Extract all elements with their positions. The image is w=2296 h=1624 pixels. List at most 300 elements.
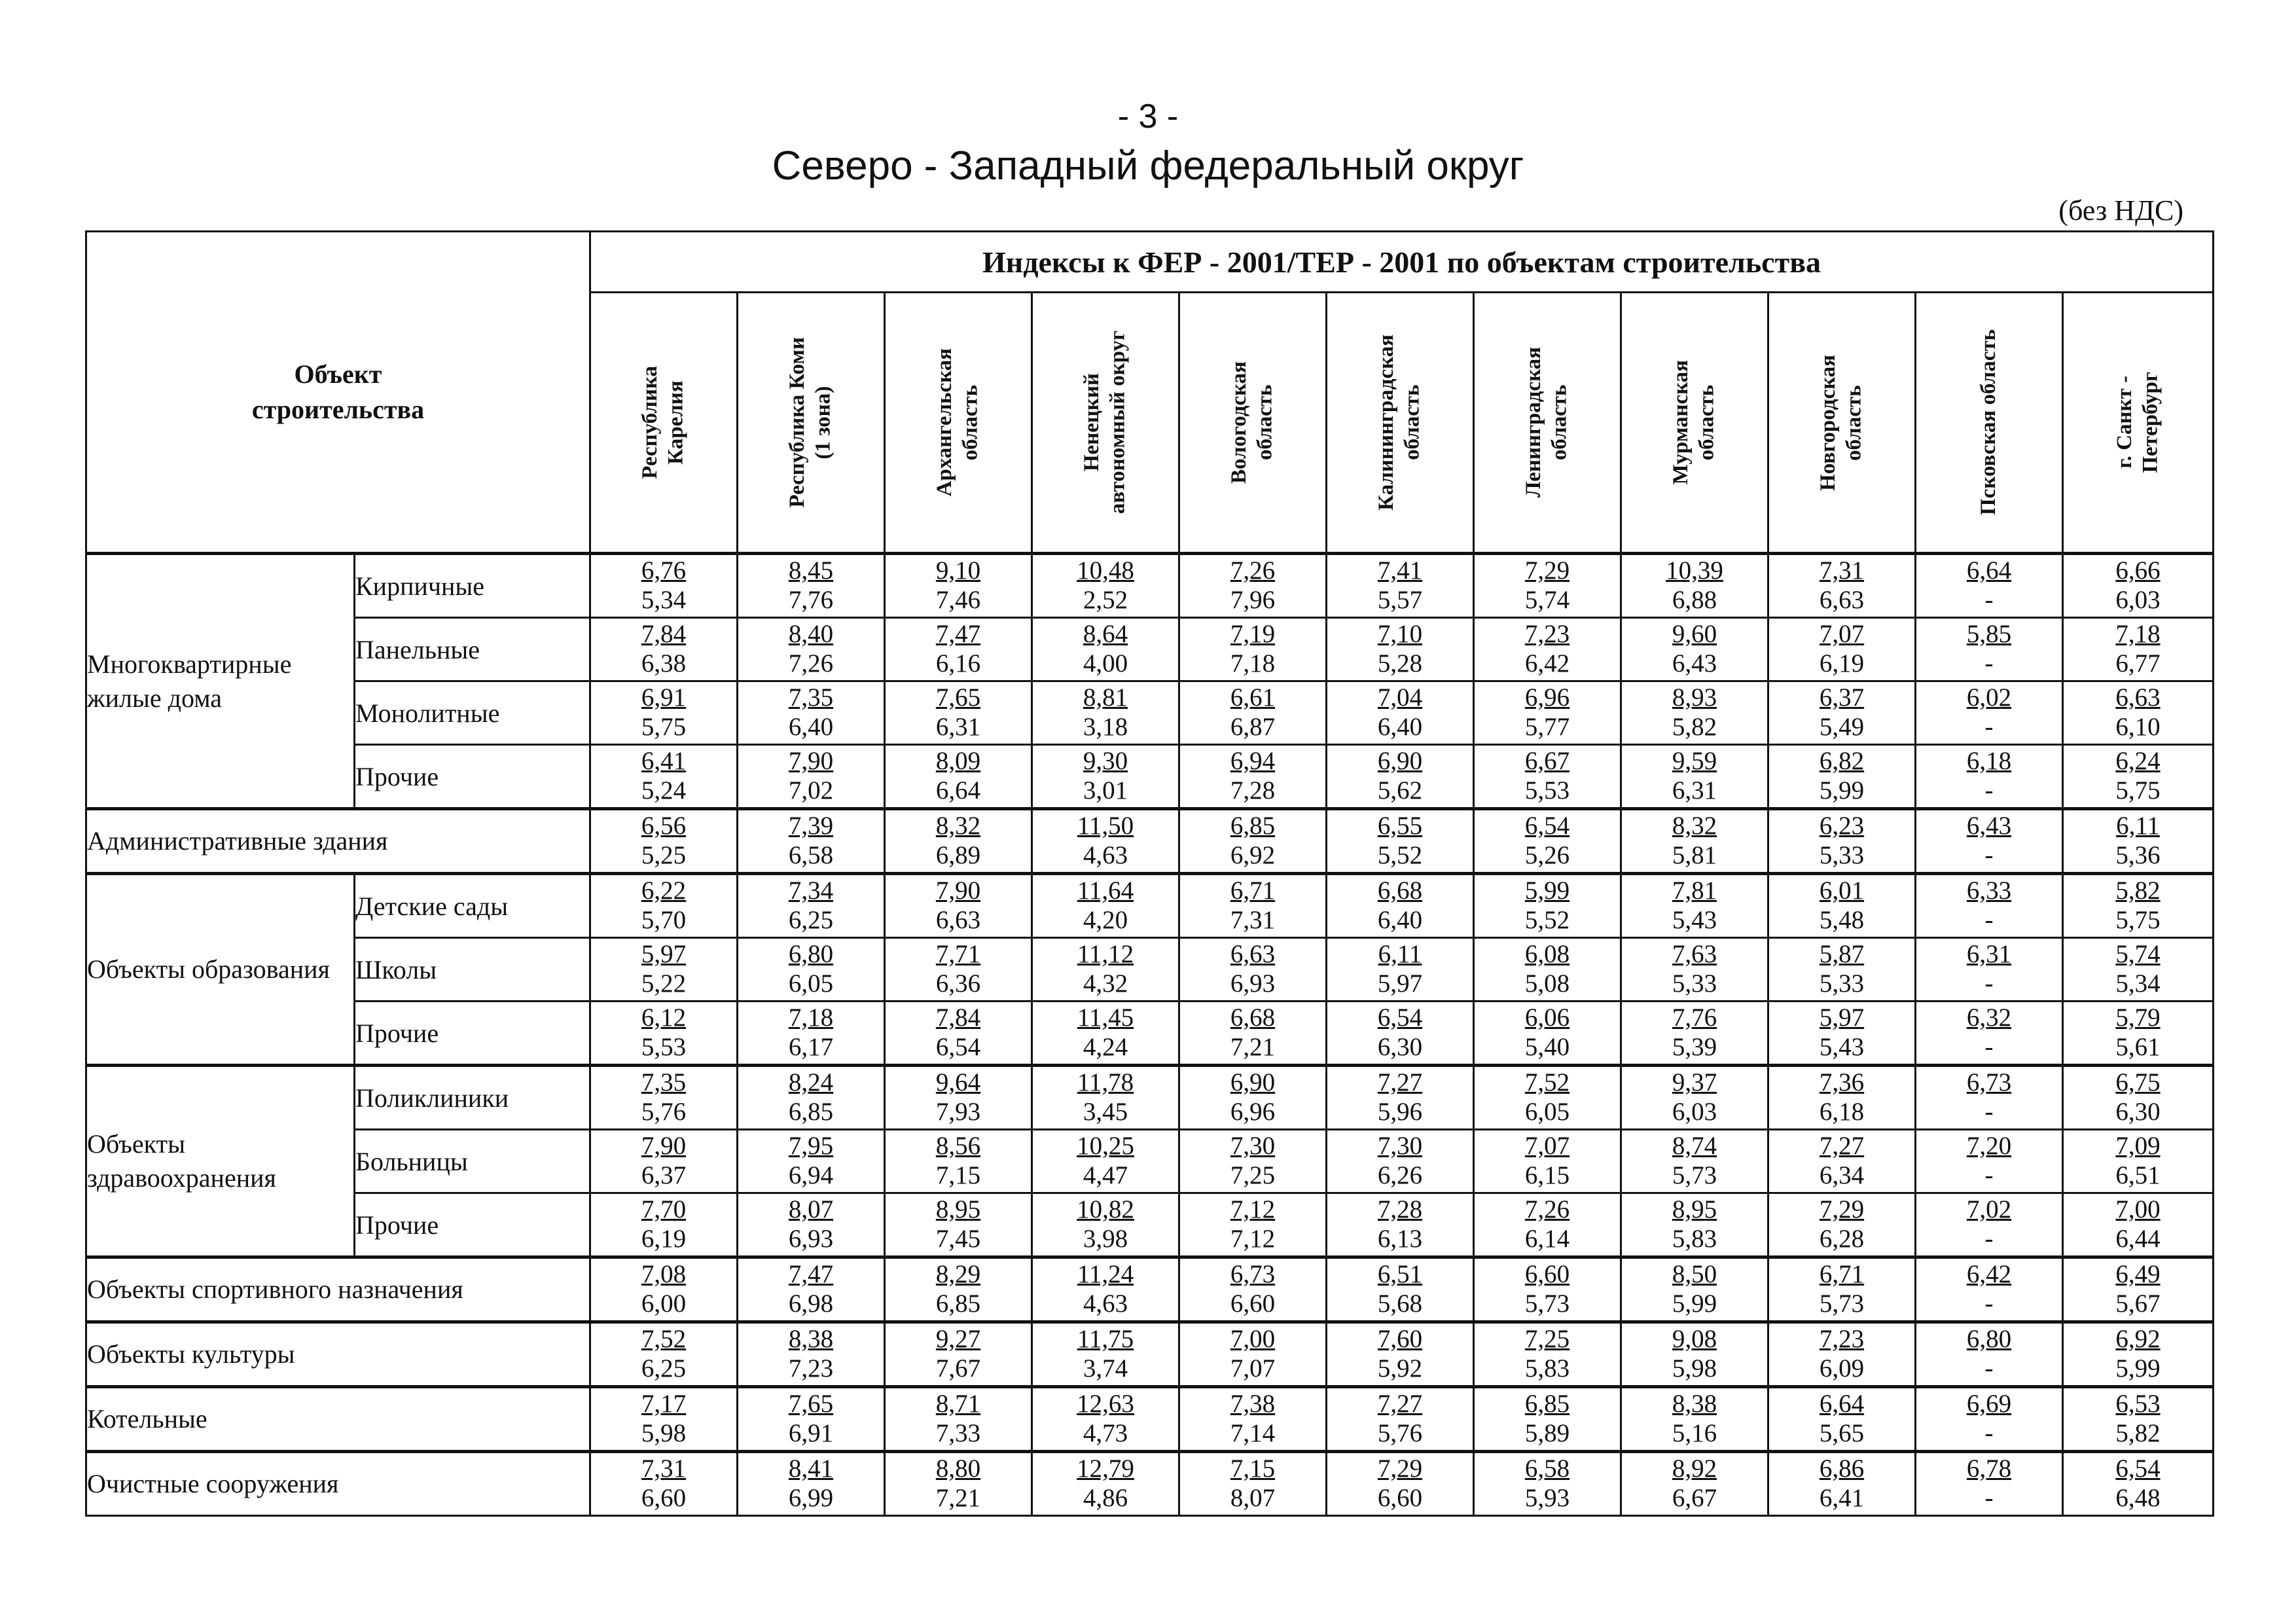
index-cell (738, 938, 885, 1001)
table-row (86, 1257, 2214, 1322)
index-ter-value: 5,73 (1819, 1290, 1865, 1318)
index-fer-value: 7,38 (1230, 1390, 1276, 1418)
index-cell (1621, 1001, 1768, 1066)
index-ter-value: 5,83 (1524, 1354, 1570, 1382)
index-ter-value: 6,13 (1377, 1225, 1423, 1253)
index-fer-value: 7,31 (1819, 556, 1865, 585)
index-fer-value: 6,54 (2115, 1454, 2161, 1483)
index-fer-value: 7,52 (1524, 1068, 1570, 1097)
index-ter-value: 6,10 (2115, 713, 2161, 741)
index-cell (1768, 681, 1916, 745)
index-fer-value: 8,41 (788, 1454, 834, 1483)
index-cell (1768, 618, 1916, 681)
index-fer-value: 8,50 (1672, 1260, 1717, 1289)
index-fer-value: 8,38 (1672, 1390, 1717, 1418)
index-ter-value: - (1984, 586, 1994, 614)
index-fer-value: 6,68 (1377, 876, 1423, 905)
index-fer-value: 11,50 (1077, 812, 1134, 840)
index-cell (1474, 745, 1621, 809)
index-fer-value: 11,24 (1077, 1260, 1134, 1289)
index-ter-value: 5,26 (1524, 841, 1570, 869)
region-header (1621, 293, 1768, 554)
subcategory-label: Школы (355, 938, 590, 1001)
index-cell (1327, 809, 1474, 874)
index-cell (1474, 1387, 1621, 1452)
index-fer-value: 6,41 (641, 747, 687, 776)
table-row (86, 809, 2214, 874)
index-ter-value: 7,21 (1230, 1033, 1276, 1061)
index-cell (1327, 938, 1474, 1001)
index-cell (2063, 1387, 2214, 1452)
indices-header: Индексы к ФЕР - 2001/ТЕР - 2001 по объектам строительства (590, 232, 2214, 293)
index-ter-value: 3,98 (1083, 1225, 1128, 1253)
index-cell (1179, 681, 1327, 745)
index-fer-value: 7,35 (788, 683, 834, 712)
index-fer-value: 6,82 (1819, 747, 1865, 776)
region-label: Ленинградская область (1522, 347, 1571, 498)
index-cell (738, 1452, 885, 1516)
index-cell (1327, 1322, 1474, 1387)
index-fer-value: 7,47 (788, 1260, 834, 1289)
index-ter-value: 7,33 (935, 1419, 981, 1447)
index-cell (590, 809, 738, 874)
index-ter-value: 7,23 (788, 1354, 834, 1382)
index-ter-value: 6,14 (1524, 1225, 1570, 1253)
table-row (86, 618, 2214, 681)
category-label: Объекты образования (86, 874, 355, 1066)
index-fer-value: 7,12 (1230, 1195, 1276, 1224)
index-fer-value: 6,24 (2115, 747, 2161, 776)
index-cell (1474, 618, 1621, 681)
index-cell (590, 1066, 738, 1130)
index-cell (2063, 1193, 2214, 1257)
index-cell (885, 809, 1032, 874)
index-fer-value: 7,90 (788, 747, 834, 776)
index-ter-value: 5,61 (2115, 1033, 2161, 1061)
index-fer-value: 8,80 (935, 1454, 981, 1483)
index-ter-value: 5,28 (1377, 649, 1423, 677)
category-label: Многоквартирные жилые дома (86, 554, 355, 809)
index-ter-value: 6,09 (1819, 1354, 1865, 1382)
index-ter-value: 6,41 (1819, 1484, 1865, 1512)
index-ter-value: 5,53 (1524, 776, 1570, 804)
category-label: Объекты культуры (86, 1322, 590, 1387)
table-row (86, 681, 2214, 745)
index-ter-value: 6,36 (935, 969, 981, 998)
index-cell (1916, 1257, 2063, 1322)
index-cell (738, 1066, 885, 1130)
index-fer-value: 7,23 (1819, 1325, 1865, 1354)
index-cell (1916, 809, 2063, 874)
region-header (1916, 293, 2063, 554)
index-cell (885, 554, 1032, 618)
object-column-header (86, 232, 590, 554)
index-fer-value: 8,07 (788, 1195, 834, 1224)
index-cell (2063, 938, 2214, 1001)
index-cell (1621, 1130, 1768, 1193)
index-fer-value: 5,97 (1819, 1003, 1865, 1032)
index-fer-value: 6,23 (1819, 812, 1865, 840)
index-fer-value: 5,74 (2115, 940, 2161, 969)
index-ter-value: - (1984, 1098, 1994, 1126)
index-ter-value: 6,60 (1230, 1290, 1276, 1318)
index-fer-value: 7,26 (1524, 1195, 1570, 1224)
index-ter-value: 7,96 (1230, 586, 1276, 614)
index-ter-value: 5,52 (1524, 906, 1570, 934)
index-ter-value: 6,48 (2115, 1484, 2161, 1512)
index-fer-value: 7,71 (935, 940, 981, 969)
index-cell (885, 618, 1032, 681)
index-cell (1032, 618, 1179, 681)
index-cell (1327, 745, 1474, 809)
index-fer-value: 7,09 (2115, 1132, 2161, 1161)
index-ter-value: 7,26 (788, 649, 834, 677)
region-label: Мурманская область (1669, 360, 1719, 485)
index-cell (1474, 1066, 1621, 1130)
region-header (1327, 293, 1474, 554)
index-cell (1916, 1322, 2063, 1387)
index-cell (1621, 1322, 1768, 1387)
index-cell (1621, 809, 1768, 874)
index-ter-value: 5,52 (1377, 841, 1423, 869)
index-cell (1474, 938, 1621, 1001)
index-ter-value: 5,82 (2115, 1419, 2161, 1447)
region-header (1179, 293, 1327, 554)
index-cell (1768, 809, 1916, 874)
index-ter-value: - (1984, 1419, 1994, 1447)
index-cell (1032, 938, 1179, 1001)
index-cell (738, 809, 885, 874)
index-fer-value: 7,60 (1377, 1325, 1423, 1354)
index-fer-value: 9,27 (935, 1325, 981, 1354)
index-cell (590, 1257, 738, 1322)
index-fer-value: 6,91 (641, 683, 687, 712)
table-body (86, 554, 2214, 1516)
index-ter-value: - (1984, 841, 1994, 869)
index-fer-value: 10,48 (1077, 556, 1134, 585)
index-cell (1327, 1001, 1474, 1066)
index-fer-value: 9,08 (1672, 1325, 1717, 1354)
subcategory-label: Кирпичные (355, 554, 590, 618)
index-cell (590, 874, 738, 938)
index-cell (1916, 874, 2063, 938)
index-cell (590, 1322, 738, 1387)
index-fer-value: 5,82 (2115, 876, 2161, 905)
index-ter-value: 5,22 (641, 969, 687, 998)
index-ter-value: 6,58 (788, 841, 834, 869)
index-fer-value: 8,92 (1672, 1454, 1717, 1483)
index-ter-value: 5,53 (641, 1033, 687, 1061)
index-ter-value: 6,03 (2115, 586, 2161, 614)
index-ter-value: 6,88 (1672, 586, 1717, 614)
index-cell (738, 1001, 885, 1066)
index-fer-value: 7,47 (935, 620, 981, 649)
index-fer-value: 7,39 (788, 812, 834, 840)
table-row (86, 874, 2214, 938)
index-cell (1768, 938, 1916, 1001)
table-row (86, 745, 2214, 809)
index-fer-value: 10,39 (1666, 556, 1723, 585)
index-ter-value: 6,44 (2115, 1225, 2161, 1253)
index-cell (885, 1257, 1032, 1322)
index-ter-value: 6,25 (788, 906, 834, 934)
index-ter-value: 6,93 (788, 1225, 834, 1253)
index-fer-value: 11,64 (1077, 876, 1134, 905)
index-fer-value: 6,49 (2115, 1260, 2161, 1289)
index-fer-value: 7,19 (1230, 620, 1276, 649)
index-ter-value: - (1984, 969, 1994, 998)
index-ter-value: - (1984, 906, 1994, 934)
index-ter-value: 6,28 (1819, 1225, 1865, 1253)
index-cell (1474, 1452, 1621, 1516)
index-cell (1327, 1193, 1474, 1257)
index-fer-value: 6,80 (1966, 1325, 2012, 1354)
index-fer-value: 7,07 (1524, 1132, 1570, 1161)
index-cell (2063, 809, 2214, 874)
index-fer-value: 6,73 (1966, 1068, 2012, 1097)
index-fer-value: 6,71 (1819, 1260, 1865, 1289)
index-fer-value: 7,27 (1377, 1068, 1423, 1097)
index-cell (1179, 1130, 1327, 1193)
index-fer-value: 6,56 (641, 812, 687, 840)
index-ter-value: 6,19 (1819, 649, 1865, 677)
index-ter-value: 2,52 (1083, 586, 1128, 614)
index-ter-value: 7,31 (1230, 906, 1276, 934)
index-cell (1474, 1322, 1621, 1387)
index-cell (590, 1130, 738, 1193)
index-ter-value: 5,33 (1819, 841, 1865, 869)
index-ter-value: 6,17 (788, 1033, 834, 1061)
index-ter-value: 6,30 (2115, 1098, 2161, 1126)
index-fer-value: 9,10 (935, 556, 981, 585)
index-ter-value: - (1984, 1033, 1994, 1061)
region-label: Ненецкий автономный округ (1080, 331, 1130, 514)
index-cell (590, 618, 738, 681)
index-ter-value: 6,93 (1230, 969, 1276, 998)
index-ter-value: 5,40 (1524, 1033, 1570, 1061)
index-ter-value: 5,76 (641, 1098, 687, 1126)
index-ter-value: 6,96 (1230, 1098, 1276, 1126)
index-ter-value: 5,97 (1377, 969, 1423, 998)
index-ter-value: - (1984, 1484, 1994, 1512)
index-cell (2063, 1257, 2214, 1322)
index-fer-value: 6,96 (1524, 683, 1570, 712)
index-ter-value: - (1984, 776, 1994, 804)
index-ter-value: 6,91 (788, 1419, 834, 1447)
region-header (885, 293, 1032, 554)
index-fer-value: 12,79 (1077, 1454, 1134, 1483)
index-ter-value: 7,67 (935, 1354, 981, 1382)
index-fer-value: 9,59 (1672, 747, 1717, 776)
index-fer-value: 10,82 (1077, 1195, 1134, 1224)
table-row (86, 1066, 2214, 1130)
index-cell (1621, 1066, 1768, 1130)
index-cell (1032, 1387, 1179, 1452)
index-fer-value: 9,64 (935, 1068, 981, 1097)
index-fer-value: 9,37 (1672, 1068, 1717, 1097)
index-cell (1768, 1257, 1916, 1322)
index-cell (1179, 1066, 1327, 1130)
index-ter-value: 5,73 (1524, 1290, 1570, 1318)
index-cell (2063, 1130, 2214, 1193)
index-ter-value: 6,19 (641, 1225, 687, 1253)
index-fer-value: 6,76 (641, 556, 687, 585)
index-fer-value: 7,04 (1377, 683, 1423, 712)
index-ter-value: 6,60 (1377, 1484, 1423, 1512)
index-ter-value: 4,63 (1083, 841, 1128, 869)
index-fer-value: 7,95 (788, 1132, 834, 1161)
vat-note: (без НДС) (2058, 194, 2183, 226)
index-ter-value: 5,75 (2115, 776, 2161, 804)
index-fer-value: 7,29 (1819, 1195, 1865, 1224)
index-fer-value: 6,54 (1377, 1003, 1423, 1032)
index-ter-value: 5,98 (1672, 1354, 1717, 1382)
index-fer-value: 7,27 (1377, 1390, 1423, 1418)
index-fer-value: 6,01 (1819, 876, 1865, 905)
index-cell (1327, 1130, 1474, 1193)
index-fer-value: 8,38 (788, 1325, 834, 1354)
index-cell (1032, 554, 1179, 618)
index-ter-value: 5,43 (1672, 906, 1717, 934)
index-cell (1768, 554, 1916, 618)
index-fer-value: 6,32 (1966, 1003, 2012, 1032)
index-fer-value: 7,63 (1672, 940, 1717, 969)
subcategory-label: Панельные (355, 618, 590, 681)
subcategory-label: Прочие (355, 1193, 590, 1257)
index-cell (885, 1452, 1032, 1516)
index-fer-value: 11,12 (1077, 940, 1134, 969)
index-fer-value: 7,18 (2115, 620, 2161, 649)
index-fer-value: 6,67 (1524, 747, 1570, 776)
index-fer-value: 6,42 (1966, 1260, 2012, 1289)
index-fer-value: 8,71 (935, 1390, 981, 1418)
index-ter-value: 6,42 (1524, 649, 1570, 677)
index-ter-value: 5,89 (1524, 1419, 1570, 1447)
index-fer-value: 7,36 (1819, 1068, 1865, 1097)
index-cell (1474, 554, 1621, 618)
table-header (86, 232, 2214, 554)
index-fer-value: 7,00 (1230, 1325, 1276, 1354)
index-ter-value: 5,70 (641, 906, 687, 934)
index-ter-value: 6,37 (641, 1161, 687, 1189)
index-ter-value: 5,67 (2115, 1290, 2161, 1318)
table-row (86, 554, 2214, 618)
index-ter-value: 6,92 (1230, 841, 1276, 869)
index-cell (1179, 809, 1327, 874)
index-table (85, 230, 2214, 1517)
index-cell (1916, 1387, 2063, 1452)
region-header (590, 293, 738, 554)
index-fer-value: 6,80 (788, 940, 834, 969)
index-cell (1916, 554, 2063, 618)
index-ter-value: 6,89 (935, 841, 981, 869)
index-ter-value: 8,07 (1230, 1484, 1276, 1512)
index-cell (1327, 1452, 1474, 1516)
index-ter-value: 6,05 (1524, 1098, 1570, 1126)
index-cell (1032, 745, 1179, 809)
index-fer-value: 7,34 (788, 876, 834, 905)
index-cell (1621, 745, 1768, 809)
index-fer-value: 7,23 (1524, 620, 1570, 649)
index-ter-value: 7,45 (935, 1225, 981, 1253)
index-cell (1032, 1452, 1179, 1516)
index-fer-value: 7,26 (1230, 556, 1276, 585)
index-cell (2063, 1066, 2214, 1130)
index-fer-value: 6,22 (641, 876, 687, 905)
index-cell (1474, 874, 1621, 938)
index-cell (1179, 1452, 1327, 1516)
index-fer-value: 7,90 (935, 876, 981, 905)
index-cell (1621, 1193, 1768, 1257)
index-cell (1621, 1387, 1768, 1452)
index-ter-value: 5,48 (1819, 906, 1865, 934)
index-cell (1768, 1193, 1916, 1257)
index-ter-value: 5,62 (1377, 776, 1423, 804)
index-fer-value: 7,07 (1819, 620, 1865, 649)
index-fer-value: 6,78 (1966, 1454, 2012, 1483)
index-ter-value: 6,43 (1672, 649, 1717, 677)
index-cell (885, 1387, 1032, 1452)
index-cell (1327, 554, 1474, 618)
index-cell (738, 874, 885, 938)
index-ter-value: 3,01 (1083, 776, 1128, 804)
index-cell (590, 745, 738, 809)
index-cell (1621, 938, 1768, 1001)
index-cell (1621, 1257, 1768, 1322)
index-ter-value: 6,40 (1377, 906, 1423, 934)
index-ter-value: 6,85 (788, 1098, 834, 1126)
index-ter-value: 5,36 (2115, 841, 2161, 869)
index-fer-value: 6,55 (1377, 812, 1423, 840)
index-ter-value: 4,73 (1083, 1419, 1128, 1447)
index-fer-value: 7,27 (1819, 1132, 1865, 1161)
index-cell (885, 1130, 1032, 1193)
index-fer-value: 6,92 (2115, 1325, 2161, 1354)
index-cell (1179, 938, 1327, 1001)
index-cell (1327, 1066, 1474, 1130)
index-fer-value: 7,20 (1966, 1132, 2012, 1161)
index-fer-value: 5,97 (641, 940, 687, 969)
index-ter-value: 4,00 (1083, 649, 1128, 677)
category-label: Объекты спортивного назначения (86, 1257, 590, 1322)
index-cell (1327, 681, 1474, 745)
index-cell (2063, 745, 2214, 809)
index-fer-value: 6,86 (1819, 1454, 1865, 1483)
index-ter-value: 7,15 (935, 1161, 981, 1189)
index-ter-value: 6,99 (788, 1484, 834, 1512)
index-ter-value: 6,18 (1819, 1098, 1865, 1126)
index-cell (1032, 1257, 1179, 1322)
index-cell (2063, 874, 2214, 938)
index-cell (1474, 1257, 1621, 1322)
index-ter-value: 5,33 (1672, 969, 1717, 998)
index-ter-value: 5,73 (1672, 1161, 1717, 1189)
region-label: Новгородская область (1816, 354, 1866, 491)
region-label: Псковская область (1977, 329, 2001, 516)
index-ter-value: 7,18 (1230, 649, 1276, 677)
index-cell (1179, 1001, 1327, 1066)
index-ter-value: 7,14 (1230, 1419, 1276, 1447)
index-fer-value: 7,81 (1672, 876, 1717, 905)
index-fer-value: 6,51 (1377, 1260, 1423, 1289)
index-fer-value: 5,79 (2115, 1003, 2161, 1032)
index-cell (1916, 745, 2063, 809)
index-ter-value: 5,65 (1819, 1419, 1865, 1447)
index-cell (738, 554, 885, 618)
index-ter-value: 7,02 (788, 776, 834, 804)
index-ter-value: 6,03 (1672, 1098, 1717, 1126)
region-label: Республика Коми (1 зона) (785, 337, 835, 508)
